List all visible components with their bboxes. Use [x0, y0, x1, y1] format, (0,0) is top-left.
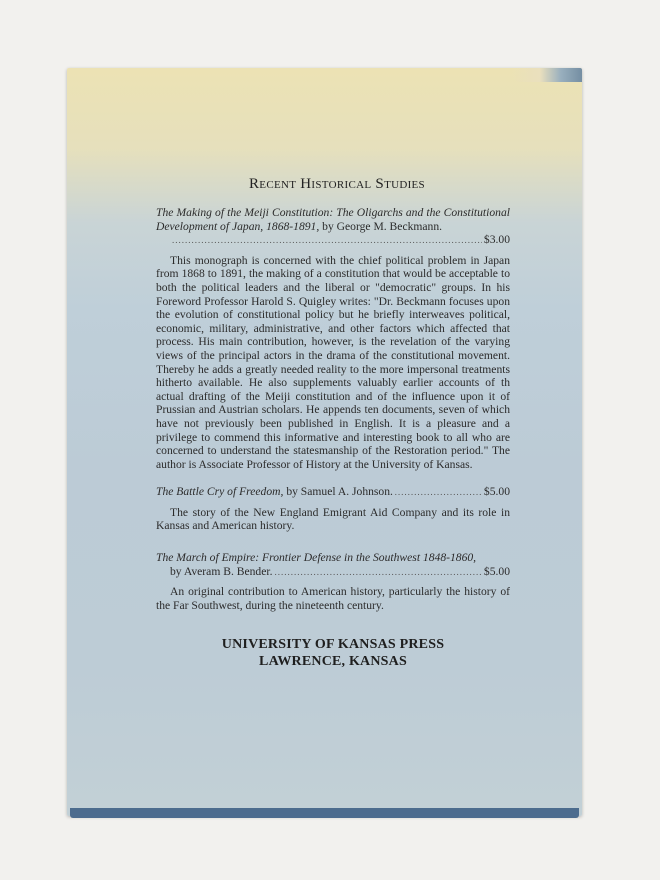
book-description: This monograph is concerned with the chief political problem in Japan from 1868 to 1891, the making of a constitution that would be acceptable to both the political leaders and the liberal or "democratic" groups. In his Foreword Professor Harold S. Quigley writes: "Dr. Beckmann focuses upon the evolution of constitutional policy but he briefly interweaves political, economic, military, administrative, and other factors which affected that process. His main contribution, however, is the revelation of the varying views of the principal actors in the drama of the constitutional movement. Thereby he adds a greatly needed reality to the more impersonal treatments hitherto available. He also supplements valuably earlier accounts of th actual drafting of the Meiji constitution and of the influence upon it of Prussian and Austrian scholars. He appends ten documents, seven of which have not previously been published in English. It is a pleasure and a privilege to commend this informative and interesting book to all who are concerned to understand the statesmanship of the Restoration period." The author is Associate Professor of History at the University of Kansas. — [156, 253, 510, 471]
book-price: $3.00 — [483, 233, 510, 247]
book-title: The March of Empire: Frontier Defense in the Southwest 1848-1860, — [156, 551, 477, 565]
leader-dots — [395, 486, 482, 500]
section-heading: Recent Historical Studies — [249, 176, 425, 192]
price-line — [156, 233, 510, 248]
book-author: by George M. Beckmann. — [322, 219, 443, 233]
book-title: The Making of the Meiji Constitution: The Oligarchs and the Constitutional Development of Japan, 1868-1891, — [156, 206, 510, 233]
publisher-name: UNIVERSITY OF KANSAS PRESS — [221, 637, 445, 653]
book-description: An original contribution to American history, particularly the history of the Far Southwest, during the nineteenth century. — [156, 585, 510, 612]
book-price: $5.00 — [483, 564, 510, 578]
leader-dots — [172, 234, 482, 248]
publisher-block — [156, 636, 510, 670]
book-author: by Samuel A. Johnson. — [286, 485, 393, 499]
book-description: The story of the New England Emigrant Aid Company and its role in Kansas and American history. — [156, 505, 510, 533]
publisher-location: LAWRENCE, KANSAS — [259, 654, 407, 670]
cover-corner-wear — [512, 68, 582, 82]
cover-text-block — [156, 176, 510, 670]
book-entry — [156, 206, 510, 471]
book-entry — [156, 485, 510, 533]
leader-dots — [275, 566, 482, 580]
book-title-line — [156, 485, 510, 500]
book-title: The Battle Cry of Freedom, — [156, 485, 284, 499]
book-author: by Averam B. Bender. — [170, 564, 273, 578]
book-entry — [156, 551, 510, 612]
price-line — [156, 565, 510, 580]
book-binding-edge — [70, 808, 579, 818]
book-title-line — [156, 206, 510, 233]
book-price: $5.00 — [483, 485, 510, 499]
